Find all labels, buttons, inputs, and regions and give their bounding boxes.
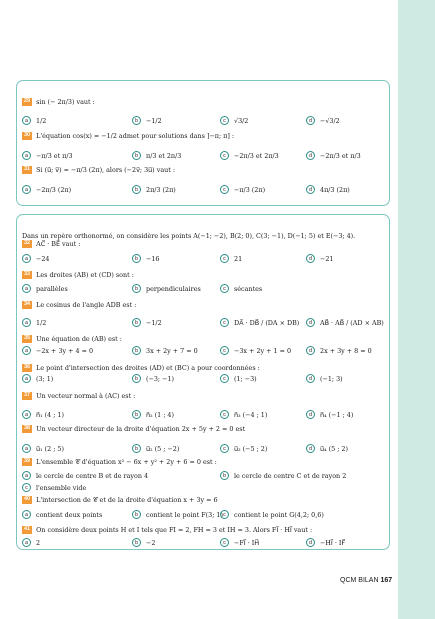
option-text: 4π/3 (2π): [320, 185, 350, 194]
question-40-option-a[interactable]: [22, 510, 102, 519]
question-39-option-c[interactable]: [22, 483, 86, 492]
option-text: −2π/3 et π/3: [320, 151, 361, 160]
question-29-option-b[interactable]: [132, 116, 162, 125]
footer-label: QCM BILAN: [340, 577, 379, 584]
question-40-option-c[interactable]: [220, 510, 324, 519]
option-text: −2: [146, 538, 156, 547]
page-footer: [340, 577, 392, 584]
question-text: L'ensemble 𝒞 d'équation x² − 6x + y² + 2y + 6 = 0 est :: [36, 457, 217, 466]
option-text: 2π/3 (2π): [146, 185, 176, 194]
option-text: 1/2: [36, 318, 47, 327]
question-text: Un vecteur normal à (AC) est :: [36, 391, 136, 400]
question-36-option-c[interactable]: [220, 374, 257, 383]
option-text: −3x + 2y + 1 = 0: [234, 346, 292, 355]
option-letter-circle: c: [220, 374, 229, 383]
option-letter-circle: c: [220, 538, 229, 547]
option-letter-circle: b: [132, 410, 141, 419]
option-text: u⃗₃ (−5 ; 2): [234, 444, 268, 453]
question-33-option-a[interactable]: [22, 284, 68, 293]
option-letter-circle: c: [220, 444, 229, 453]
question-36-option-d[interactable]: [306, 374, 343, 383]
question-36-option-a[interactable]: [22, 374, 53, 383]
question-32-option-c[interactable]: [220, 254, 242, 263]
question-number-badge: 37: [24, 392, 31, 398]
question-text: AC⃗ · BE⃗ vaut :: [36, 239, 81, 248]
question-35-option-b[interactable]: [132, 346, 198, 355]
question-38-option-a[interactable]: [22, 444, 64, 453]
question-29-stem: [22, 98, 95, 106]
option-letter-circle: a: [22, 374, 31, 383]
question-37-option-a[interactable]: [22, 410, 64, 419]
option-text: perpendiculaires: [146, 284, 201, 293]
question-30-option-d[interactable]: [306, 151, 361, 160]
option-letter-circle: c: [220, 410, 229, 419]
option-letter-circle: d: [306, 538, 315, 547]
question-number-badge: 32: [24, 240, 31, 246]
question-text: sin (− 2π/3) vaut :: [36, 97, 95, 106]
question-number-badge: 30: [24, 132, 31, 138]
option-text: −21: [320, 254, 334, 263]
page-side-band: [398, 0, 435, 619]
question-text: Une équation de (AB) est :: [36, 334, 122, 343]
option-letter-circle: d: [306, 346, 315, 355]
question-35-option-c[interactable]: [220, 346, 291, 355]
question-32-option-b[interactable]: [132, 254, 160, 263]
question-31-option-d[interactable]: [306, 185, 350, 194]
option-letter-circle: c: [220, 510, 229, 519]
option-letter-circle: d: [306, 410, 315, 419]
option-text: DA⃗ · DB⃗ / (DA × DB): [234, 318, 300, 327]
option-letter-circle: c: [220, 151, 229, 160]
question-39-option-b[interactable]: [220, 471, 346, 480]
option-text: (1; −3): [234, 374, 257, 383]
option-letter-circle: b: [132, 374, 141, 383]
option-text: −2π/3 et 2π/3: [234, 151, 279, 160]
question-34-option-a[interactable]: [22, 318, 46, 327]
option-text: u⃗₄ (5 ; 2): [320, 444, 348, 453]
question-31-option-c[interactable]: [220, 185, 265, 194]
option-text: n⃗₁ (4 ; 1): [36, 410, 64, 419]
question-38-option-c[interactable]: [220, 444, 267, 453]
question-38-option-d[interactable]: [306, 444, 348, 453]
question-40-option-b[interactable]: [132, 510, 223, 519]
option-letter-circle: b: [132, 284, 141, 293]
option-letter-circle: b: [220, 471, 229, 480]
option-text: −24: [36, 254, 50, 263]
option-letter-circle: d: [306, 374, 315, 383]
question-number-badge: 38: [24, 425, 31, 431]
question-36-stem: [22, 364, 260, 372]
question-32-option-a[interactable]: [22, 254, 50, 263]
question-34-option-c[interactable]: [220, 318, 299, 327]
question-34-option-b[interactable]: [132, 318, 162, 327]
question-35-stem: [22, 335, 122, 343]
option-letter-circle: a: [22, 346, 31, 355]
question-text: Si (u⃗; v⃗) = −π/3 (2π), alors (−2v⃗; 3u⃗) vaut :: [36, 165, 175, 174]
option-text: √3/2: [234, 116, 249, 125]
option-letter-circle: a: [22, 116, 31, 125]
option-text: (−1; 3): [320, 374, 343, 383]
option-letter-circle: b: [132, 346, 141, 355]
option-text: AB⃗ · AB⃗ / (AD × AB): [320, 318, 384, 327]
question-41-stem: [22, 526, 312, 534]
option-text: −2π/3 (2π): [36, 185, 72, 194]
question-33-stem: [22, 271, 134, 279]
option-letter-circle: c: [22, 483, 31, 492]
question-37-option-c[interactable]: [220, 410, 267, 419]
option-letter-circle: a: [22, 410, 31, 419]
question-30-option-b[interactable]: [132, 151, 181, 160]
question-30-option-a[interactable]: [22, 151, 73, 160]
question-35-option-a[interactable]: [22, 346, 93, 355]
question-31-stem: [22, 166, 175, 174]
option-letter-circle: d: [306, 254, 315, 263]
option-letter-circle: a: [22, 185, 31, 194]
question-38-stem: [22, 425, 245, 433]
option-text: contient deux points: [36, 510, 103, 519]
question-34-option-d[interactable]: [306, 318, 384, 327]
option-letter-circle: b: [132, 538, 141, 547]
option-text: 3x + 2y + 7 = 0: [146, 346, 198, 355]
option-letter-circle: b: [132, 444, 141, 453]
option-text: 1/2: [36, 116, 47, 125]
option-letter-circle: d: [306, 444, 315, 453]
option-text: le cercle de centre C et de rayon 2: [234, 471, 347, 480]
question-39-stem: [22, 458, 217, 466]
question-32-stem: [22, 240, 80, 248]
option-letter-circle: c: [220, 116, 229, 125]
question-text: On considère deux points H et I tels que FI = 2, FH = 3 et IH = 3. Alors FI⃗ · HI⃗ vaut :: [36, 525, 313, 534]
option-text: u⃗₁ (2 ; 5): [36, 444, 64, 453]
question-text: Le cosinus de l'angle ADB est :: [36, 300, 137, 309]
option-text: π/3 et 2π/3: [146, 151, 182, 160]
option-letter-circle: d: [306, 318, 315, 327]
option-text: (3; 1): [36, 374, 54, 383]
question-36-option-b[interactable]: [132, 374, 174, 383]
option-text: −FI⃗ · IH⃗: [234, 538, 260, 547]
option-text: n⃗₂ (1 ; 4): [146, 410, 174, 419]
option-letter-circle: c: [220, 254, 229, 263]
question-41-option-b[interactable]: [132, 538, 155, 547]
page-number: 167: [380, 577, 393, 584]
question-41-option-c[interactable]: [220, 538, 259, 547]
question-31-option-a[interactable]: [22, 185, 71, 194]
option-text: −1/2: [146, 116, 162, 125]
option-letter-circle: b: [132, 116, 141, 125]
question-40-stem: [22, 496, 218, 504]
intro-text: Dans un repère orthonormé, on considère les points A(−1; −2), B(2; 0), C(3; −1), D(−1; 5) et E(−3; 4).: [22, 232, 356, 240]
question-35-option-d[interactable]: [306, 346, 372, 355]
question-30-stem: [22, 132, 234, 140]
option-letter-circle: b: [132, 151, 141, 160]
option-text: 21: [234, 254, 243, 263]
question-41-option-d[interactable]: [306, 538, 345, 547]
option-text: −2x + 3y + 4 = 0: [36, 346, 94, 355]
option-text: contient le point G(4,2; 0,6): [234, 510, 324, 519]
option-letter-circle: b: [132, 318, 141, 327]
option-letter-circle: b: [132, 254, 141, 263]
question-32-option-d[interactable]: [306, 254, 334, 263]
question-number-badge: 35: [24, 335, 31, 341]
question-37-option-d[interactable]: [306, 410, 353, 419]
question-number-badge: 31: [24, 166, 31, 172]
question-number-badge: 33: [24, 271, 31, 277]
question-text: L'équation cos(x) = −1/2 admet pour solutions dans ]−π; π] :: [36, 131, 235, 140]
option-letter-circle: a: [22, 444, 31, 453]
question-number-badge: 39: [24, 458, 31, 464]
option-letter-circle: d: [306, 185, 315, 194]
option-text: −√3/2: [320, 116, 340, 125]
question-text: Le point d'intersection des droites (AD) et (BC) a pour coordonnées :: [36, 363, 260, 372]
option-text: parallèles: [36, 284, 68, 293]
option-text: n⃗₃ (−4 ; 1): [234, 410, 268, 419]
option-text: le cercle de centre B et de rayon 4: [36, 471, 149, 480]
option-letter-circle: b: [132, 510, 141, 519]
option-text: 2x + 3y + 8 = 0: [320, 346, 372, 355]
option-text: (−3; −1): [146, 374, 175, 383]
question-38-option-b[interactable]: [132, 444, 179, 453]
question-41-option-a[interactable]: [22, 538, 40, 547]
question-37-option-b[interactable]: [132, 410, 174, 419]
option-letter-circle: a: [22, 510, 31, 519]
option-text: −HI⃗ · IF⃗: [320, 538, 346, 547]
option-letter-circle: a: [22, 318, 31, 327]
question-number-badge: 41: [24, 526, 31, 532]
option-text: −1/2: [146, 318, 162, 327]
option-letter-circle: a: [22, 254, 31, 263]
option-letter-circle: d: [306, 116, 315, 125]
question-text: L'intersection de 𝒞 et de la droite d'équation x + 3y = 6: [36, 495, 218, 504]
option-letter-circle: a: [22, 538, 31, 547]
question-37-stem: [22, 392, 135, 400]
option-letter-circle: a: [22, 471, 31, 480]
option-text: −π/3 et π/3: [36, 151, 73, 160]
option-text: u⃗₂ (5 ; −2): [146, 444, 180, 453]
question-29-option-d[interactable]: [306, 116, 340, 125]
question-33-option-b[interactable]: [132, 284, 201, 293]
option-letter-circle: d: [306, 151, 315, 160]
option-text: 2: [36, 538, 41, 547]
question-39-option-a[interactable]: [22, 471, 148, 480]
question-text: Un vecteur directeur de la droite d'équation 2x + 5y + 2 = 0 est: [36, 424, 246, 433]
question-number-badge: 29: [24, 98, 31, 104]
question-29-option-a[interactable]: [22, 116, 46, 125]
option-letter-circle: a: [22, 151, 31, 160]
question-33-option-c[interactable]: [220, 284, 262, 293]
question-34-stem: [22, 301, 136, 309]
option-letter-circle: b: [132, 185, 141, 194]
option-letter-circle: a: [22, 284, 31, 293]
question-text: Les droites (AB) et (CD) sont :: [36, 270, 134, 279]
option-text: sécantes: [234, 284, 263, 293]
question-number-badge: 34: [24, 301, 31, 307]
question-29-option-c[interactable]: [220, 116, 248, 125]
option-text: n⃗₄ (−1 ; 4): [320, 410, 354, 419]
option-letter-circle: c: [220, 346, 229, 355]
question-31-option-b[interactable]: [132, 185, 176, 194]
option-letter-circle: c: [220, 185, 229, 194]
question-number-badge: 40: [24, 496, 31, 502]
option-letter-circle: c: [220, 284, 229, 293]
option-text: −π/3 (2π): [234, 185, 266, 194]
option-text: l'ensemble vide: [36, 483, 87, 492]
question-30-option-c[interactable]: [220, 151, 279, 160]
option-letter-circle: c: [220, 318, 229, 327]
option-text: contient le point F(3; 1): [146, 510, 223, 519]
question-number-badge: 36: [24, 364, 31, 370]
option-text: −16: [146, 254, 160, 263]
